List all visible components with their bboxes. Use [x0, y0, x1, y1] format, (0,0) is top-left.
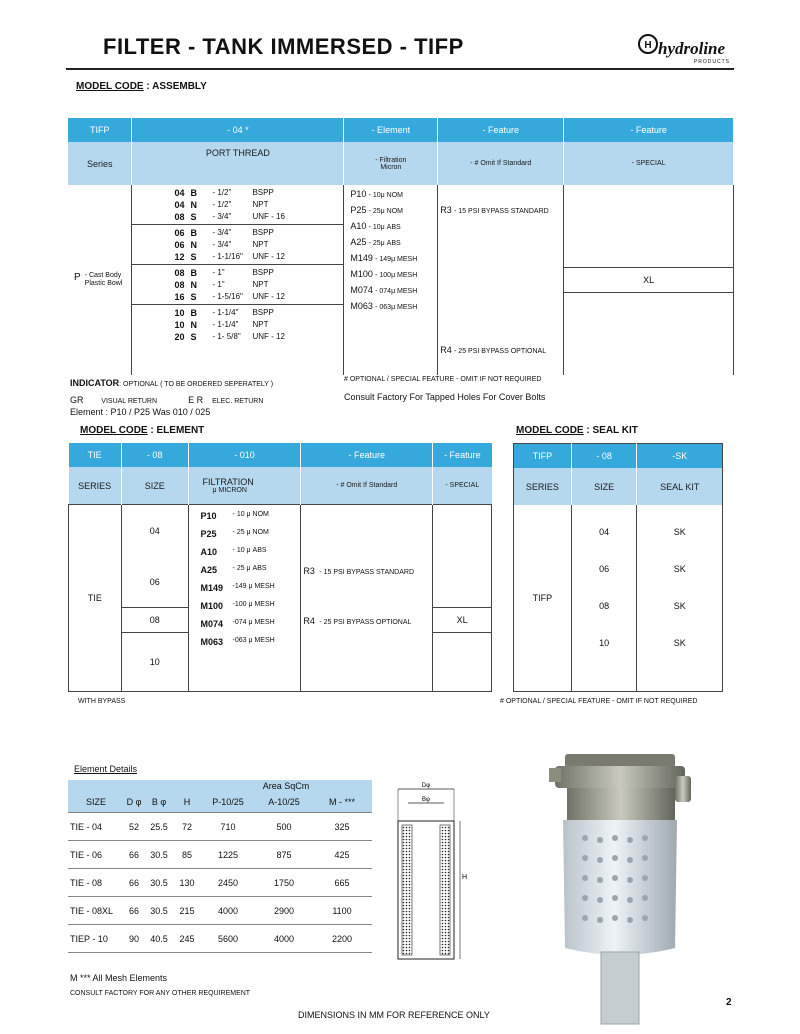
- port-code: S: [190, 292, 197, 302]
- port-row: [164, 291, 343, 303]
- seal-kit-code: SK: [673, 527, 686, 537]
- port-group: [132, 225, 343, 265]
- ed-cell: TIE - 06: [68, 841, 124, 869]
- port-size: 12: [174, 252, 185, 262]
- assembly-h2-filtration: - Filtration Micron: [344, 142, 438, 185]
- port-inch: - 1/2": [212, 188, 232, 197]
- assembly-section-label: MODEL CODE : ASSEMBLY: [76, 81, 207, 92]
- elem-special-cell: [433, 505, 492, 692]
- port-thread: BSPP: [252, 188, 274, 197]
- port-size: 06: [174, 228, 185, 238]
- asm-element-option: P25 - 25μ NOM: [350, 205, 403, 215]
- elem-h2-filtration: FILTRATION μ MICRON: [188, 467, 301, 505]
- port-inch: - 1/2": [212, 200, 232, 209]
- elem-size-cell: [121, 505, 188, 692]
- port-row: [164, 199, 343, 211]
- seal-size: 10: [599, 638, 610, 648]
- port-row: [164, 211, 343, 223]
- ed-cell: 66: [124, 897, 144, 925]
- ed-cell: TIE - 08: [68, 869, 124, 897]
- consult-note: Consult Factory For Tapped Holes For Cover Bolts: [344, 392, 546, 402]
- elem-series-value: TIE: [69, 505, 122, 692]
- elem-h1-filtration: - 010: [188, 443, 301, 467]
- port-thread: UNF - 16: [252, 212, 285, 221]
- ed-cell: 875: [256, 841, 312, 869]
- port-inch: - 1": [212, 268, 225, 277]
- ed-cell: 1225: [200, 841, 256, 869]
- svg-text:Bφ: Bφ: [422, 797, 430, 803]
- ed-column-header: SIZE: [68, 792, 124, 813]
- port-size: 16: [174, 292, 185, 302]
- svg-text:H: H: [644, 40, 652, 51]
- assembly-special-cell: [564, 185, 734, 375]
- port-group: [132, 185, 343, 225]
- ed-cell: 30.5: [144, 869, 174, 897]
- ed-cell: 72: [174, 813, 200, 841]
- asm-element-option: P10 - 10μ NOM: [350, 189, 403, 199]
- elem-special-xl: XL: [433, 607, 491, 633]
- ed-cell: 30.5: [144, 841, 174, 869]
- elem-filtration-option: A10 - 10 μ ABS: [200, 547, 267, 557]
- asm-element-option: A25 - 25μ ABS: [350, 237, 401, 247]
- port-inch: - 1": [212, 280, 225, 289]
- port-thread: UNF - 12: [252, 292, 285, 301]
- ed-cell: 66: [124, 869, 144, 897]
- seal-size: 08: [599, 601, 610, 611]
- page-title: FILTER - TANK IMMERSED - TIFP: [103, 34, 464, 59]
- ed-cell: 500: [256, 813, 312, 841]
- elem-h2-size: SIZE: [121, 467, 188, 505]
- asm-element-option: M063 - 063μ MESH: [350, 301, 418, 311]
- ed-column-header: A-10/25: [256, 792, 312, 813]
- ed-row: [68, 925, 372, 953]
- elem-filtration-option: P25 - 25 μ NOM: [200, 529, 269, 539]
- consult-factory-note: CONSULT FACTORY FOR ANY OTHER REQUIREMENT: [70, 990, 251, 997]
- port-group: [132, 265, 343, 305]
- assembly-element-cell: [344, 185, 438, 375]
- port-thread: BSPP: [252, 228, 274, 237]
- ed-cell: 325: [312, 813, 372, 841]
- port-row: [164, 239, 343, 251]
- ed-row: [68, 841, 372, 869]
- ed-cell: TIE - 04: [68, 813, 124, 841]
- area-header: Area SqCm: [200, 780, 372, 792]
- port-code: N: [190, 240, 197, 250]
- assembly-h2-series: Series: [68, 142, 132, 185]
- elem-filtration-option: A25 - 25 μ ABS: [200, 565, 267, 575]
- port-code: S: [190, 332, 197, 342]
- ed-cell: TIE - 08XL: [68, 897, 124, 925]
- filter-product-image: [545, 748, 695, 1028]
- elem-size-06: 06: [149, 576, 160, 587]
- optional-feature-note: # OPTIONAL / SPECIAL FEATURE - OMIT IF NOT REQUIRED: [344, 376, 542, 383]
- indicator-note: INDICATOR: OPTIONAL ( TO BE ORDERED SEPERATELY ): [70, 378, 274, 388]
- elem-h1-feature: - Feature: [301, 443, 433, 467]
- port-row: [164, 331, 343, 343]
- assembly-h2-omit: - # Omit If Standard: [438, 142, 564, 185]
- element-dimension-diagram: [384, 781, 468, 967]
- seal-kit-code: SK: [673, 638, 686, 648]
- port-size: 04: [174, 200, 185, 210]
- elem-size-04: 04: [149, 525, 160, 536]
- assembly-h1-port: - 04 *: [132, 118, 344, 142]
- port-code: N: [190, 280, 197, 290]
- elem-filtration-option: P10 - 10 μ NOM: [200, 511, 269, 521]
- elem-feature-r4: R4 - 25 PSI BYPASS OPTIONAL: [303, 616, 412, 626]
- ed-cell: 1750: [256, 869, 312, 897]
- indicator-options: GR VISUAL RETURN E R ELEC. RETURN: [70, 395, 264, 405]
- port-size: 10: [174, 308, 185, 318]
- ed-column-header: P-10/25: [200, 792, 256, 813]
- ed-cell: 425: [312, 841, 372, 869]
- ed-row: [68, 813, 372, 841]
- elem-h2-series: SERIES: [69, 467, 122, 505]
- asm-element-option: M074 - 074μ MESH: [350, 285, 418, 295]
- ed-cell: 665: [312, 869, 372, 897]
- ed-cell: 40.5: [144, 925, 174, 953]
- port-inch: - 1-1/4": [212, 320, 239, 329]
- port-code: B: [190, 228, 197, 238]
- port-size: 08: [174, 268, 185, 278]
- element-model-table: [68, 443, 492, 692]
- seal-h1-kit: -SK: [637, 444, 723, 469]
- seal-h1-size: - 08: [571, 444, 637, 469]
- ed-cell: 30.5: [144, 897, 174, 925]
- page-number: 2: [726, 997, 732, 1008]
- port-thread: BSPP: [252, 308, 274, 317]
- port-code: N: [190, 320, 197, 330]
- elem-h1-size: - 08: [121, 443, 188, 467]
- sealkit-table: [513, 443, 723, 692]
- ed-cell: 90: [124, 925, 144, 953]
- port-thread: NPT: [252, 280, 269, 289]
- asm-element-option: M149 - 149μ MESH: [350, 253, 418, 263]
- port-inch: - 1- 5/8": [212, 332, 241, 341]
- port-row: [164, 251, 343, 263]
- ed-row: [68, 869, 372, 897]
- ed-cell: 4000: [200, 897, 256, 925]
- ed-column-header: H: [174, 792, 200, 813]
- elem-filtration-option: M074 -074 μ MESH: [200, 619, 275, 629]
- seal-kit-code: SK: [673, 601, 686, 611]
- elem-h2-omit: - # Omit If Standard: [301, 467, 433, 505]
- assembly-h2-special: - SPECIAL: [564, 142, 734, 185]
- elem-size-08: 08: [122, 607, 188, 633]
- seal-h2-size: SIZE: [571, 468, 637, 505]
- elem-filtration-option: M100 -100 μ MESH: [200, 601, 275, 611]
- port-row: [164, 187, 343, 199]
- assembly-h2-port: PORT THREAD: [132, 142, 344, 185]
- assembly-h1-feature: - Feature: [438, 118, 564, 142]
- port-inch: - 3/4": [212, 240, 232, 249]
- svg-text:hydroline: hydroline: [658, 39, 726, 58]
- elem-feature-r3: R3 - 15 PSI BYPASS STANDARD: [303, 566, 415, 576]
- elem-feature-cell: [301, 505, 433, 692]
- port-inch: - 3/4": [212, 228, 232, 237]
- seal-h2-kit: SEAL KIT: [637, 468, 723, 505]
- port-code: S: [190, 212, 197, 222]
- asm-element-option: M100 - 100μ MESH: [350, 269, 418, 279]
- port-row: [164, 307, 343, 319]
- port-inch: - 1-1/16": [212, 252, 243, 261]
- port-size: 08: [174, 280, 185, 290]
- ed-cell: 1100: [312, 897, 372, 925]
- ed-cell: 52: [124, 813, 144, 841]
- ed-cell: 2450: [200, 869, 256, 897]
- assembly-feature-cell: [438, 185, 564, 375]
- hydroline-logo: [636, 32, 736, 66]
- ed-cell: TIEP - 10: [68, 925, 124, 953]
- ed-cell: 4000: [256, 925, 312, 953]
- seal-size: 04: [599, 527, 610, 537]
- port-row: [164, 279, 343, 291]
- sealkit-section-label: MODEL CODE : SEAL KIT: [516, 425, 638, 436]
- elem-h1-special: - Feature: [433, 443, 492, 467]
- port-inch: - 3/4": [212, 212, 232, 221]
- elem-h1-series: TIE: [69, 443, 122, 467]
- port-code: B: [190, 268, 197, 278]
- asm-special-xl: XL: [564, 268, 733, 293]
- elem-filtration-cell: [188, 505, 301, 692]
- ed-cell: 215: [174, 897, 200, 925]
- port-size: 06: [174, 240, 185, 250]
- ed-cell: 5600: [200, 925, 256, 953]
- port-row: [164, 267, 343, 279]
- port-thread: NPT: [252, 200, 269, 209]
- ed-cell: 245: [174, 925, 200, 953]
- port-thread: UNF - 12: [252, 332, 285, 341]
- ed-column-header: B φ: [144, 792, 174, 813]
- port-group: [132, 305, 343, 344]
- element-was-note: Element : P10 / P25 Was 010 / 025: [70, 407, 211, 417]
- asm-element-option: A10 - 10μ ABS: [350, 221, 401, 231]
- port-size: 20: [174, 332, 185, 342]
- port-code: N: [190, 200, 197, 210]
- port-thread: NPT: [252, 240, 269, 249]
- port-code: S: [190, 252, 197, 262]
- elem-footnote: WITH BYPASS: [78, 698, 126, 705]
- port-size: 08: [174, 212, 185, 222]
- ed-cell: 130: [174, 869, 200, 897]
- port-size: 10: [174, 320, 185, 330]
- seal-h1-series: TIFP: [514, 444, 572, 469]
- assembly-series-cell: P - Cast Body Plastic Bowl: [68, 185, 132, 375]
- svg-text:H: H: [462, 874, 468, 881]
- svg-text:PRODUCTS: PRODUCTS: [693, 59, 730, 65]
- port-row: [164, 319, 343, 331]
- ed-cell: 2200: [312, 925, 372, 953]
- element-details-table: [68, 780, 372, 953]
- port-code: B: [190, 188, 197, 198]
- assembly-port-cell: [132, 185, 344, 375]
- assembly-model-table: [68, 118, 734, 375]
- elem-filtration-option: M149 -149 μ MESH: [200, 583, 275, 593]
- port-code: B: [190, 308, 197, 318]
- port-thread: UNF - 12: [252, 252, 285, 261]
- port-inch: - 1-5/16": [212, 292, 243, 301]
- seal-size: 06: [599, 564, 610, 574]
- ed-column-header: M - ***: [312, 792, 372, 813]
- asm-feature-r4: R4 - 25 PSI BYPASS OPTIONAL: [440, 345, 547, 355]
- seal-h2-series: SERIES: [514, 468, 572, 505]
- mesh-note: M *** All Mesh Elements: [70, 973, 168, 983]
- svg-text:Dφ: Dφ: [421, 783, 431, 789]
- ed-column-header: D φ: [124, 792, 144, 813]
- ed-cell: 2900: [256, 897, 312, 925]
- seal-kit-cell: [637, 505, 723, 692]
- asm-feature-r3: R3 - 15 PSI BYPASS STANDARD: [440, 205, 549, 215]
- assembly-h1-element: - Element: [344, 118, 438, 142]
- seal-kit-code: SK: [673, 564, 686, 574]
- ed-cell: 25.5: [144, 813, 174, 841]
- elem-h2-special: - SPECIAL: [433, 467, 492, 505]
- element-details-title: Element Details: [74, 764, 138, 774]
- assembly-h1-series: TIFP: [68, 118, 132, 142]
- seal-size-cell: [571, 505, 637, 692]
- seal-series-value: TIFP: [514, 505, 572, 692]
- ed-row: [68, 897, 372, 925]
- dimensions-note: DIMENSIONS IN MM FOR REFERENCE ONLY: [298, 1010, 490, 1020]
- port-row: [164, 227, 343, 239]
- ed-cell: 66: [124, 841, 144, 869]
- elem-filtration-option: M063 -063 μ MESH: [200, 637, 275, 647]
- assembly-h1-feature-special: - Feature: [564, 118, 734, 142]
- title-rule: [66, 68, 734, 70]
- elem-size-10: 10: [149, 657, 160, 667]
- port-size: 04: [174, 188, 185, 198]
- element-section-label: MODEL CODE : ELEMENT: [80, 425, 205, 436]
- ed-cell: 85: [174, 841, 200, 869]
- port-thread: NPT: [252, 320, 269, 329]
- ed-cell: 710: [200, 813, 256, 841]
- port-thread: BSPP: [252, 268, 274, 277]
- sealkit-footnote: # OPTIONAL / SPECIAL FEATURE - OMIT IF NOT REQUIRED: [500, 698, 698, 705]
- port-inch: - 1-1/4": [212, 308, 239, 317]
